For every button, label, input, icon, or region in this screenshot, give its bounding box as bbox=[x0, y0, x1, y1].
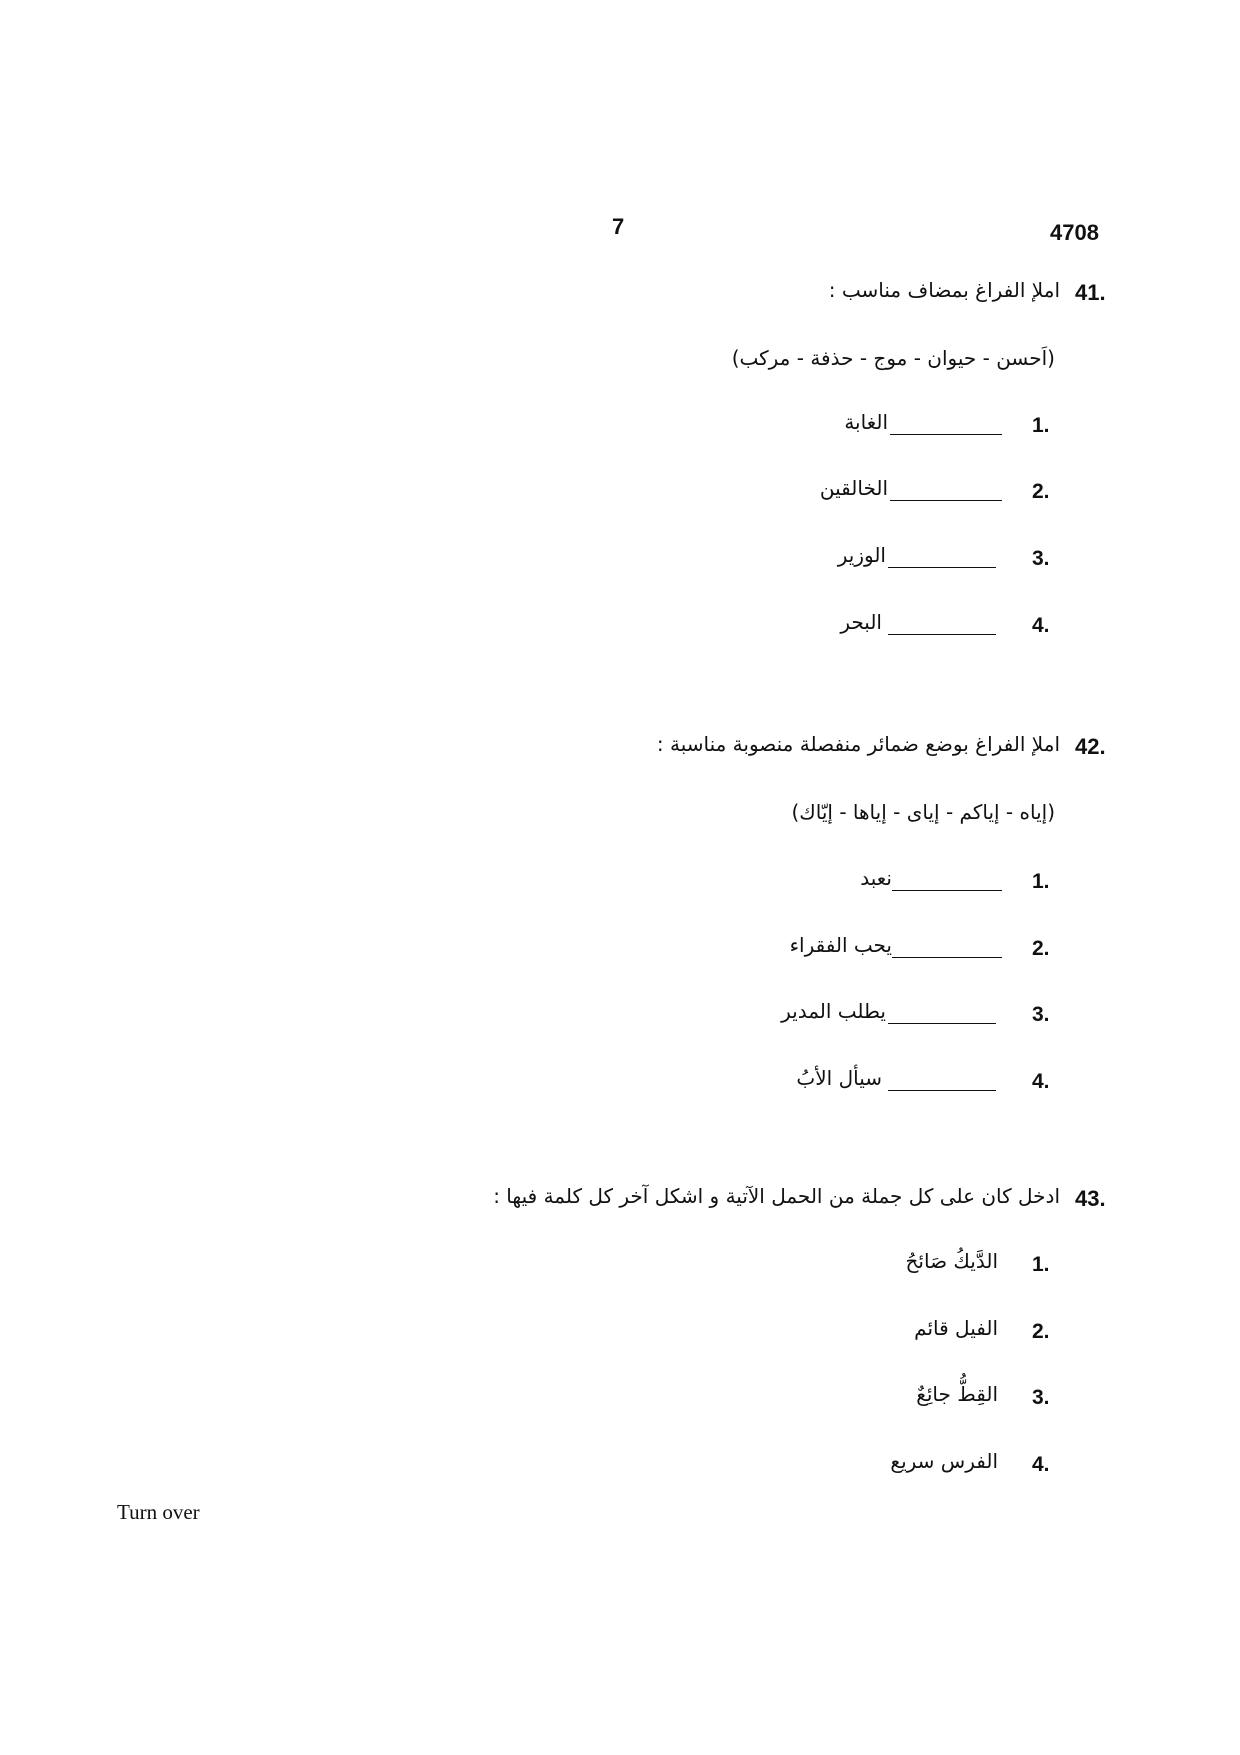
q42-item-3-blank bbox=[888, 1023, 996, 1024]
q43-item-1-number: 1. bbox=[1032, 1253, 1050, 1276]
q42-item-3-number: 3. bbox=[1032, 1003, 1050, 1026]
q43-item-3-sentence: القِطُّ جائِعٌ bbox=[916, 1382, 998, 1406]
q41-item-1-blank bbox=[890, 434, 1002, 435]
q43-item-1-sentence: الدَّيكُ صَائحُ bbox=[905, 1249, 998, 1273]
q41-item-1-word: الغابة bbox=[844, 410, 888, 434]
q41-item-4-word: البحر bbox=[840, 610, 882, 634]
q43-item-2-number: 2. bbox=[1032, 1320, 1050, 1343]
question-42-number: 42. bbox=[1075, 734, 1106, 759]
q41-item-2-blank bbox=[890, 500, 1002, 501]
q42-item-2-word: يحب الفقراء bbox=[789, 933, 892, 957]
q43-item-4-number: 4. bbox=[1032, 1453, 1050, 1476]
q41-item-3-blank bbox=[888, 567, 996, 568]
q42-item-3-word: يطلب المدير bbox=[781, 999, 886, 1023]
q41-item-4-blank bbox=[888, 634, 996, 635]
q42-item-1-number: 1. bbox=[1032, 870, 1050, 893]
q43-item-2-sentence: الفيل قائم bbox=[914, 1316, 998, 1340]
question-41-number: 41. bbox=[1075, 280, 1106, 305]
page-number: 7 bbox=[612, 214, 625, 239]
q42-item-4-blank bbox=[888, 1090, 996, 1091]
question-41-prompt: املإ الفراغ بمضاف مناسب : bbox=[828, 278, 1060, 302]
q42-item-2-blank bbox=[892, 957, 1002, 958]
q42-item-1-word: نعبد bbox=[860, 866, 892, 890]
q42-item-4-word: سيأل الأبُ bbox=[796, 1066, 882, 1090]
question-43-number: 43. bbox=[1075, 1186, 1106, 1211]
q41-item-1-number: 1. bbox=[1032, 414, 1050, 437]
q42-item-4-number: 4. bbox=[1032, 1070, 1050, 1093]
q41-item-2-number: 2. bbox=[1032, 480, 1050, 503]
q41-item-2-word: الخالقين bbox=[819, 476, 888, 500]
q43-item-3-number: 3. bbox=[1032, 1386, 1050, 1409]
paper-code: 4708 bbox=[1050, 220, 1099, 245]
q42-item-2-number: 2. bbox=[1032, 937, 1050, 960]
q43-item-4-sentence: الفرس سريع bbox=[890, 1449, 998, 1473]
q42-item-1-blank bbox=[892, 890, 1002, 891]
q41-item-3-word: الوزير bbox=[837, 543, 886, 567]
question-43-prompt: ادخل كان على كل جملة من الحمل الآتية و اشكل آخر كل كلمة فيها : bbox=[493, 1184, 1060, 1208]
question-42-choices: (إياه - إياكم - إياى - إياها - إيّاك) bbox=[791, 800, 1055, 824]
turn-over-note: Turn over bbox=[117, 1500, 200, 1524]
q41-item-3-number: 3. bbox=[1032, 547, 1050, 570]
q41-item-4-number: 4. bbox=[1032, 614, 1050, 637]
question-42-prompt: املإ الفراغ بوضع ضمائر منفصلة منصوبة مناسبة : bbox=[656, 732, 1060, 756]
question-41-choices: (اَحسن - حيوان - موج - حذفة - مركب) bbox=[731, 346, 1055, 370]
